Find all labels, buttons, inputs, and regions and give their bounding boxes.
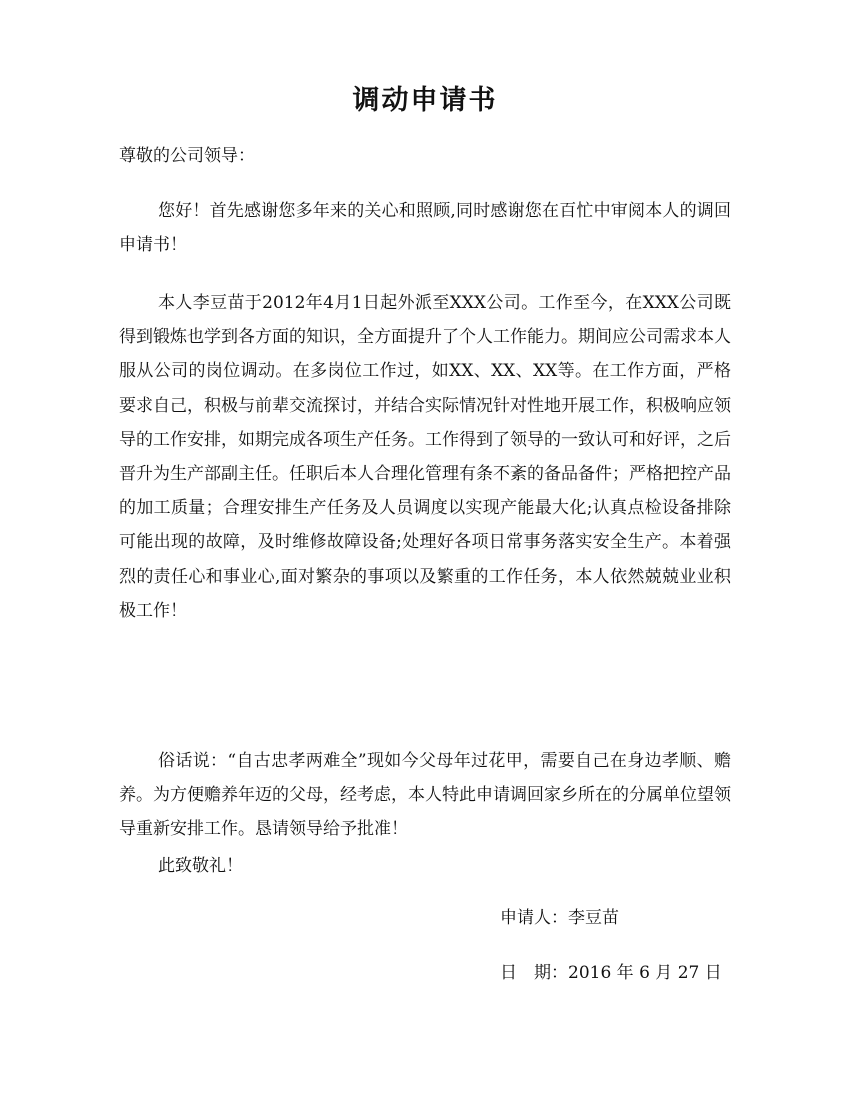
document-title: 调动申请书 <box>352 85 498 116</box>
applicant-signature: 申请人：李豆苗 <box>500 908 619 928</box>
closing-remark: 此致敬礼！ <box>158 856 243 876</box>
application-date: 日 期：2016 年 6 月 27 日 <box>500 963 722 983</box>
paragraph-greeting: 您好！首先感谢您多年来的关心和照顾,同时感谢您在百忙中审阅本人的调回申请书！ <box>119 201 731 256</box>
paragraph-request: 俗话说：“自古忠孝两难全”现如今父母年过花甲，需要自己在身边孝顺、赡养。为方便赡养年迈的父母，经考虑，本人特此申请调回家乡所在的分属单位望领导重新安排工作。恳请领导给予批准！ <box>119 751 731 840</box>
paragraph-work-history: 本人李豆苗于2012年4月1日起外派至XXX公司。工作至今，在XXX公司既得到锻炼也学到各方面的知识，全方面提升了个人工作能力。期间应公司需求本人服从公司的岗位调动。在多岗位工作过，如XX、XX、XX等。在工作方面，严格要求自己，积极与前辈交流探讨，并结合实际情况针对性地开展工作，积极响应领导的工作安排，如期完成各项生产任务。工作得到了领导的一致认可和好评，之后晋升为生产部副主任。任职后本人合理化管理有条不紊的备品备件；严格把控产品的加工质量；合理安排生产任务及人员调度以实现产能最大化;认真点检设备排除可能出现的故障，及时维修故障设备;处理好各项日常事务落实安全生产。本着强烈的责任心和事业心,面对繁杂的事项以及繁重的工作任务，本人依然兢兢业业积极工作！ <box>119 293 731 621</box>
salutation: 尊敬的公司领导： <box>119 146 255 166</box>
